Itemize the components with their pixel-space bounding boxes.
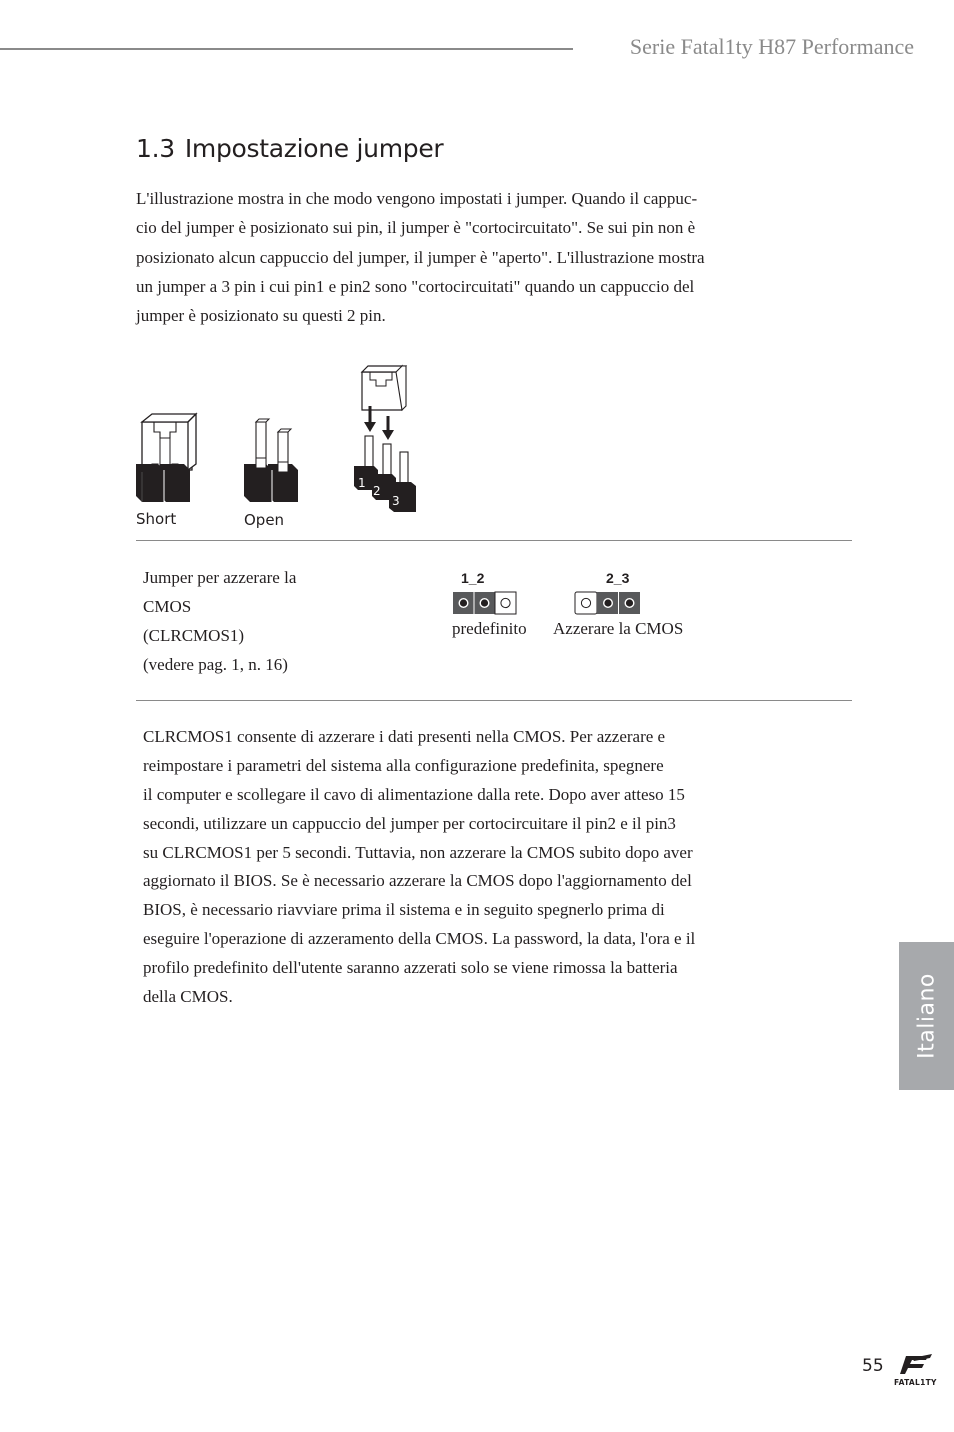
page-number: 55 (862, 1356, 884, 1376)
open-label: Open (244, 511, 285, 529)
default-pin-diagram (452, 591, 518, 615)
clear-caption: Azzerare la CMOS (553, 619, 684, 638)
body-line: il computer e scollegare il cavo di alimentazione dalla rete. Dopo aver atteso 15 (143, 784, 685, 804)
section-heading (136, 134, 443, 163)
pin-number-1: 1 (358, 476, 366, 490)
jumper-name-line: (vedere pag. 1, n. 16) (143, 655, 288, 674)
intro-line: L'illustrazione mostra in che modo vengono impostati i jumper. Quando il cappuc- (136, 189, 698, 208)
series-title: Serie Fatal1ty H87 Performance (629, 34, 914, 59)
intro-line: cio del jumper è posizionato sui pin, il jumper è "cortocircuitato". Se sui pin non è (136, 218, 696, 238)
body-line: su CLRCMOS1 per 5 secondi. Tuttavia, non azzerare la CMOS subito dopo aver (143, 842, 693, 862)
clear-pin-diagram (574, 591, 642, 615)
clear-pin-label: 2_3 (606, 570, 630, 586)
language-side-tab-label: Italiano (914, 973, 939, 1059)
jumper-illustration (130, 360, 430, 532)
default-caption: predefinito (452, 619, 527, 638)
pin-3-empty (501, 598, 510, 607)
intro-paragraph (136, 184, 826, 330)
body-line: secondi, utilizzare un cappuccio del jumper per cortocircuitare il pin2 e il pin3 (143, 813, 676, 833)
fatal1ty-logo-text: FATAL1TY (894, 1378, 937, 1387)
section-title: Impostazione jumper (184, 134, 444, 163)
fatal1ty-logo-icon (892, 1352, 944, 1388)
jumper-name-line: (CLRCMOS1) (143, 626, 245, 645)
pin-number-3: 3 (392, 494, 400, 508)
language-side-tab (899, 942, 954, 1090)
pin-number-2: 2 (373, 484, 381, 498)
jumper-name-cell (143, 563, 373, 679)
section-number: 1.3 (136, 134, 175, 163)
default-pin-label: 1_2 (461, 570, 485, 586)
body-line: reimpostare i parametri del sistema alla configurazione predefinita, spegnere (143, 755, 664, 775)
table-top-rule (136, 540, 852, 541)
short-label: Short (136, 510, 177, 528)
header-rule (0, 48, 573, 50)
body-line: profilo predefinito dell'utente saranno azzerati solo se viene rimossa la batteria (143, 958, 678, 978)
short-jumper-figure (136, 414, 196, 502)
three-pin-jumper-figure (354, 366, 416, 512)
body-line: eseguire l'operazione di azzeramento della CMOS. La password, la data, l'ora e il (143, 929, 696, 949)
body-line: della CMOS. (143, 987, 233, 1007)
intro-line: un jumper a 3 pin i cui pin1 e pin2 sono "cortocircuitati" quando un cappuccio del (136, 276, 695, 296)
table-bottom-rule (136, 700, 852, 701)
pin-1-empty (581, 598, 590, 607)
body-paragraph (143, 723, 833, 1012)
intro-line: posizionato alcun cappuccio del jumper, il jumper è "aperto". L'illustrazione mostra (136, 247, 705, 267)
jumper-name-line: Jumper per azzerare la (143, 568, 297, 587)
open-jumper-figure (244, 419, 298, 502)
body-line: BIOS, è necessario riavviare prima il sistema e in seguito spegnerlo prima di (143, 900, 665, 920)
body-line: aggiornato il BIOS. Se è necessario azzerare la CMOS dopo l'aggiornamento del (143, 871, 692, 891)
body-line: CLRCMOS1 consente di azzerare i dati presenti nella CMOS. Per azzerare e (143, 727, 666, 746)
jumper-name-line: CMOS (143, 597, 192, 616)
intro-line: jumper è posizionato su questi 2 pin. (136, 306, 386, 326)
